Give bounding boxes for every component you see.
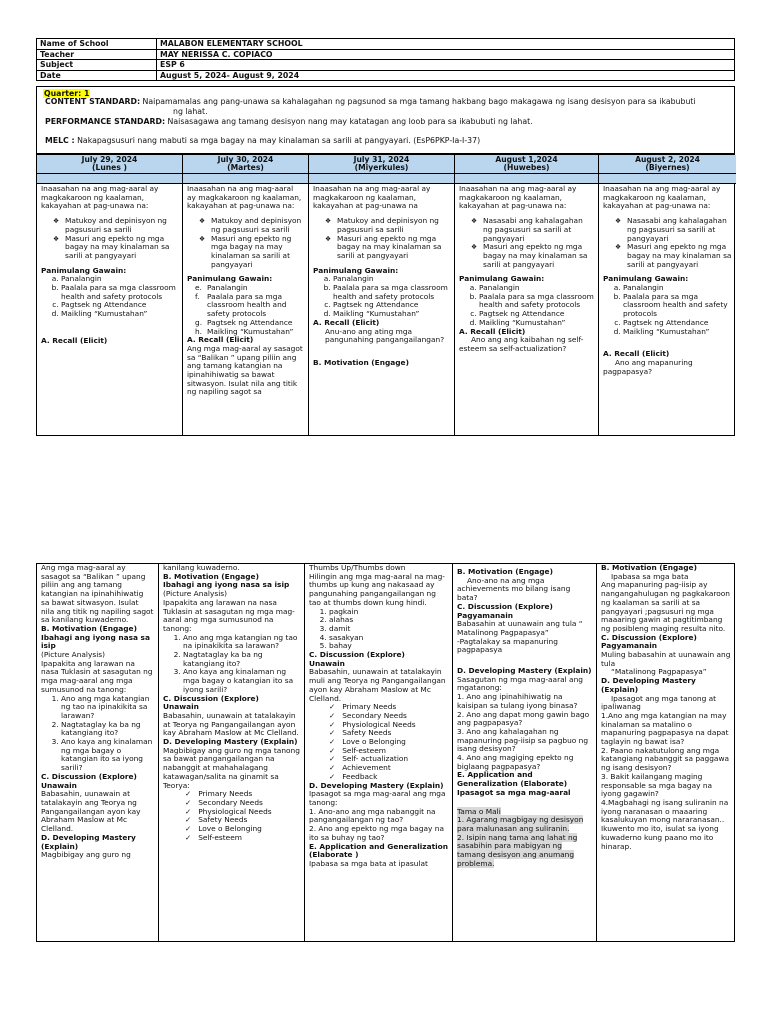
mastery-text: Ipasagot ang mga tanong at ipaliwanag (601, 693, 717, 712)
panimula-list: a. Panalangin b. Paalala para sa mga classroom health and safety protocols c. Pagtsek ng Attendance d. Maikling “Kumustahan” (61, 275, 178, 319)
mastery-question: 3. Ano ang kahalagahan ng mapanuring pag-iisip sa pagbuo ng isang desisyon? (457, 726, 589, 754)
lead-instructions: Hilingin ang mga mag-aaral na mag-thumbs up kung ang nakasaad ay pangunahing pangangailangan ng tao at thumbs down kung hindi. (309, 571, 445, 607)
picture-analysis: (Picture Analysis) (41, 650, 105, 660)
mastery-text: Magbibigay ang guro ng mga tanong sa bawat pangangailangan na nabanggit at mahahalagang katawagan/salita na ginamit sa Teorya: (163, 745, 300, 790)
mastery-question: 3. Bakit kailangang maging responsable sa mga bagay na iyong gagawin? (601, 771, 713, 799)
discussion-title: Unawain (163, 702, 199, 712)
day-column-friday-cont (597, 564, 736, 941)
mastery-heading: D. Developing Mastery (Explain) (163, 737, 298, 747)
mastery-question: 4. Ano ang magiging epekto ng biglaang pagpapasya? (457, 753, 574, 771)
mastery-question: 1. Ano-ano ang mga nabanggit na pangangailangan ng tao? (309, 806, 436, 825)
day-column-tuesday-cont (159, 564, 305, 941)
mastery-question: 4.Magbahagi ng isang suliranin na iyong naranasan o maaaring kasalukuyan mong nararanasan.. Ikuwento mo ito, isulat sa iyong kuwaderno kung paano mo ito hinarap. (601, 797, 729, 851)
discussion-text: Babasahin, uunawain at tatalakayin at Teorya ng Pangangailangan ayon kay Abraham Maslow at Mc Clelland. (163, 710, 299, 738)
info-row-subject (37, 60, 735, 71)
lead-text: Thumbs Up/Thumbs down (309, 563, 406, 572)
recall-heading: A. Recall (Elicit) (187, 335, 254, 345)
day-column-tuesday (183, 155, 309, 435)
info-value: MALABON ELEMENTARY SCHOOL (157, 39, 735, 50)
mastery-question: 2. Ano ang dapat mong gawin bago ang pagpapasya? (457, 709, 590, 728)
day-column-thursday-cont (453, 564, 597, 941)
discussion-text: Babasahin, uunawain at tatalakayin ang Teorya ng Pangangailangan ayon kay Abraham Maslow at Mc Clelland. (41, 789, 141, 834)
panimula-list: a. Panalangin b. Paalala para sa mga classroom health and safety protocols c. Pagtsek ng Attendance d. Maikling “Kumustahan” (333, 275, 450, 319)
day-column-monday-cont (37, 564, 159, 941)
application-heading: E. Application and Generalization (Elaborate ) (309, 841, 449, 860)
recall-heading: A. Recall (Elicit) (603, 349, 670, 359)
performance-standard-label: PERFORMANCE STANDARD: (45, 117, 166, 126)
day-header: July 29, 2024 (Lunes ) (37, 155, 182, 174)
objective-intro: Inaasahan na ang mag-aaral ay magkakaroon ng kaalaman, kakayahan at pag-unawa na: (187, 184, 302, 211)
tama-item: 2. Isipin nang tama ang lahat ng sasabihin para mabigyan ng tamang desisyon ang anumang problema. (457, 832, 578, 868)
info-row-date (37, 70, 735, 81)
thumbs-list: 1. pagkain 2. alahas 3. damit 4. sasakyan 5. bahay (329, 608, 448, 652)
picture-analysis: (Picture Analysis) (163, 589, 227, 599)
daily-plan-grid-bottom (36, 563, 735, 942)
mastery-heading: D. Developing Mastery (Explain) (41, 832, 136, 851)
mastery-question: 2. Paano nakatutulong ang mga katangiang nabanggit sa paggawa ng isang desisyon? (601, 745, 730, 773)
discussion-text-2: -Pagtalakay sa mapanuring pagpapasya (457, 636, 558, 655)
motivation-title: Ibahagi ang iyong nasa sa isip (41, 632, 150, 651)
discussion-title: Unawain (309, 658, 345, 668)
content-standard (45, 97, 696, 107)
mastery-text: Sasagutan ng mga mag-aaral ang mgatanong: (457, 674, 583, 693)
day-header: August 2, 2024 (Biyernes) (599, 155, 736, 174)
day-header: July 30, 2024 (Martes) (183, 155, 308, 174)
day-column-wednesday-cont (305, 564, 453, 941)
application-heading: E. Application and Generalization (Elaborate) (457, 770, 568, 789)
mastery-question: 1. Ano ang ipinahihiwatig na kaisipan sa tulang iyong binasa? (457, 692, 578, 710)
discussion-text: Babasahin, uunawain at tatalakayin muli ang Teorya ng Pangangailangan ayon kay Abraham Maslow at Mc Clelland. (309, 667, 446, 703)
standards-box (36, 86, 735, 154)
info-row-school (37, 39, 735, 50)
motivation-text: Ipabasa sa mga bata (611, 571, 689, 581)
recall-heading: A. Recall (Elicit) (313, 317, 380, 327)
needs-checklist: ✓ Primary Needs ✓ Secondary Needs ✓ Physiological Needs ✓ Safety Needs ✓ Love o Belonging ✓ Self-esteem ✓ Self- actualization ✓ Achievement ✓ Feedback (329, 703, 448, 781)
panimula-heading: Panimulang Gawain: (313, 265, 399, 275)
content-standard-cont: ng lahat. (173, 107, 208, 116)
motivation-heading: B. Motivation (Engage) (41, 623, 137, 633)
discussion-heading: C. Discussion (Explore) (601, 632, 697, 642)
recall-text: Ano ang mapanuring pagpapasya? (603, 357, 693, 376)
panimula-heading: Panimulang Gawain: (41, 265, 127, 275)
motivation-heading: B. Motivation (Engage) (601, 563, 697, 572)
recall-heading: A. Recall (Elicit) (459, 326, 526, 336)
recall-heading: A. Recall (Elicit) (41, 335, 108, 345)
objective-intro: Inaasahan na ang mag-aaral ay magkakaroon ng kaalaman, kakayahan at pag-unawa na (313, 184, 431, 211)
content-standard-label: CONTENT STANDARD: (45, 97, 141, 106)
objective-list: ❖ Matukoy and depinisyon ng pagsusuri sa sarili ❖ Masuri ang epekto ng mga bagay na may kinalaman sa sarili at pangyayari (325, 217, 450, 261)
motivation-heading: B. Motivation (Engage) (313, 357, 409, 367)
motivation-text: Ipapakita ang larawan na nasa Tuklasin at sasagutan ng mga mag-aaral ang mga sumusunod na tanong: (163, 597, 295, 633)
day-column-friday (599, 155, 736, 435)
school-info-table (36, 38, 735, 81)
day-column-wednesday (309, 155, 455, 435)
mastery-heading: D. Developing Mastery (Explain) (601, 676, 696, 694)
panimula-heading: Panimulang Gawain: (187, 274, 273, 284)
motivation-heading: B. Motivation (Engage) (457, 567, 553, 576)
recall-text: Ano ang ang kaibahan ng self-esteem sa self-actualization? (459, 335, 584, 353)
performance-standard (45, 117, 533, 127)
recall-text: Ang mga mag-aaral ay sasagot sa “Balikan ” upang piliin ang ang tamang katangian na ipinahihiwatig sa bawat sitwasyon. Isulat nila ang titik ng napiling sagot sa kanilang kuwaderno. (41, 563, 154, 625)
objective-list: ❖ Matukoy and depinisyon ng pagsusuri sa sarili ❖ Masuri ang epekto ng mga bagay na may kinalaman sa sarili at pangyayari (53, 217, 178, 261)
info-value: August 5, 2024- August 9, 2024 (157, 70, 735, 81)
info-label: Subject (37, 60, 157, 71)
panimula-list: a. Panalangin b. Paalala para sa mga classroom health and safety protocols c. Pagtsek ng Attendance d. Maikling “Kumustahan” (623, 284, 732, 336)
day-column-monday (37, 155, 183, 435)
info-label: Name of School (37, 39, 157, 50)
day-header: August 1,2024 (Huwebes) (455, 155, 598, 174)
motivation-title: Ibahagi ang iyong nasa sa isip (163, 580, 290, 590)
content-standard-text: Naipamamalas ang pang-unawa sa kahalagahan ng pagsunod sa mga tamang hakbang bago makagawa ng isang desisyon para sa ikabubuti (140, 97, 696, 106)
panimula-list: a. Panalangin b. Paalala para sa mga classroom health and safety protocols c. Pagtsek ng Attendance d. Maikling “Kumustahan” (479, 284, 594, 328)
mastery-question: 1.Ano ang mga katangian na may kinalaman sa matalino o mapanuring pagpapasya na dapat taglayin ng bawat isa? (601, 710, 729, 747)
melc-text: Nakapagsusuri nang mabuti sa mga bagay na may kinalaman sa sarili at pangyayari. (EsP6PKP-Ia-I-37) (74, 136, 481, 145)
performance-standard-text: Naisasagawa ang tamang desisyon nang may katatagan ang loob para sa ikabubuti ng lahat. (165, 117, 533, 126)
recall-text: Ang mga mag-aaral ay sasagot sa “Balikan ” upang piliin ang ang tamang katangian na ipinahihiwatig sa bawat sitwasyon. Isulat nila ang titik ng napiling sagot sa (187, 343, 303, 397)
mastery-heading: D. Developing Mastery (Explain) (457, 666, 592, 676)
discussion-heading: C. Discussion (Explore) (41, 771, 137, 781)
discussion-text: Muling babasahin at uunawain ang tula (601, 650, 731, 668)
info-row-teacher (37, 49, 735, 60)
objective-intro: Inaasahan na ang mag-aaral ay magkakaroon ng kaalaman, kakayahan at pag-unawa na: (603, 184, 721, 211)
mastery-heading: D. Developing Mastery (Explain) (309, 780, 444, 790)
day-header: July 31, 2024 (Miyerkules) (309, 155, 454, 174)
discussion-text: Babasahin at uunawain ang tula “ Matalinong Pagpapasya” (457, 619, 583, 637)
discussion-heading: C. Discussion (Explore) (163, 693, 259, 703)
mastery-text: Magbibigay ang guro ng (41, 850, 131, 860)
objective-intro: Inaasahan na ang mag-aaral ay magkakaroon ng kaalaman, kakayahan at pag-unawa na: (41, 184, 159, 211)
discussion-heading: C. Discussion (Explore) (309, 650, 405, 660)
lead-text: kanilang kuwaderno. (163, 563, 240, 572)
info-label: Teacher (37, 49, 157, 60)
objective-list: ❖ Nasasabi ang kahalagahan ng pagsusuri sa sarili at pangyayari ❖ Masuri ang epekto ng mga bagay na may kinalaman sa sarili at pangyayari (615, 217, 732, 269)
objective-list: ❖ Nasasabi ang kahalagahan ng pagsusuri sa sarili at pangyayari ❖ Masuri ang epekto ng mga bagay na may kinalaman sa sarili at pangyayari (471, 217, 594, 269)
discussion-title: Pagyamanain (601, 641, 658, 651)
panimula-heading: Panimulang Gawain: (603, 274, 689, 284)
tama-item: 1. Agarang magbigay ng desisyon para malunasan ang suliranin. (457, 815, 584, 833)
objective-intro: Inaasahan na ang mag-aaral ay magkakaroon ng kaalaman, kakayahan at pag-unawa na: (459, 184, 577, 211)
discussion-title: Unawain (41, 780, 77, 790)
panimula-heading: Panimulang Gawain: (459, 274, 545, 284)
melc (45, 136, 480, 146)
objective-list: ❖ Matukoy and depinisyon ng pagsusuri sa sarili ❖ Masuri ang epekto ng mga bagay na may kinalaman sa sarili at pangyayari (199, 217, 304, 269)
motivation-text: Ipapakita ang larawan na nasa Tuklasin at sasagutan ng mga mag-aaral ang mga sumusunod na tanong: (41, 658, 153, 694)
mastery-text: Ipasagot sa mga mag-aaral ang mga tanong: (309, 789, 446, 807)
discussion-title: Pagyamanain (457, 610, 514, 620)
mastery-question: 2. Ano ang epekto ng mga bagay na ito sa buhay ng tao? (309, 824, 444, 842)
info-value: ESP 6 (157, 60, 735, 71)
info-label: Date (37, 70, 157, 81)
needs-checklist: ✓ Primary Needs ✓ Secondary Needs ✓ Physiological Needs ✓ Safety Needs ✓ Love o Belonging ✓ Self-esteem (185, 790, 300, 842)
tama-o-mali-label: Tama o Mali (457, 806, 501, 816)
recall-text: Anu-ano ang ating mga pangunahing pangangailangan? (325, 326, 445, 345)
motivation-questions: 1. Ano ang mga katangian ng tao na ipinakikita sa larawan? 2. Nagtataglay ka ba ng katangiang ito? 3. Ano kaya ang kinalaman ng mga bagay o katangian ito sa iyong sarili? (183, 634, 300, 695)
info-value: MAY NERISSA C. COPIACO (157, 49, 735, 60)
motivation-text: Ano-ano na ang mga achievements mo bilang isang bata? (457, 575, 571, 603)
motivation-questions: 1. Ano ang mga katangian ng tao na ipinakikita sa larawan? 2. Nagtataglay ka ba ng katangiang ito? 3. Ano kaya ang kinalaman ng mga bagay o katangian ito sa iyong sarili? (61, 695, 154, 773)
panimula-list: e. Panalangin f. Paalala para sa mga classroom health and safety protocols g. Pagtsek ng Attendance h. Maikling “Kumustahan” (195, 283, 294, 336)
discussion-text-2: “Matalinong Pagpapasya” (611, 667, 707, 677)
application-title: Ipasagot sa mga mag-aaral (457, 787, 571, 797)
discussion-heading: C. Discussion (Explore) (457, 601, 553, 611)
motivation-heading: B. Motivation (Engage) (163, 571, 259, 581)
melc-label: MELC : (45, 136, 75, 145)
quarter-label: Quarter: 1 (44, 89, 90, 98)
application-text: Ipabasa sa mga bata at ipasulat (309, 858, 428, 868)
daily-plan-grid-top (36, 154, 735, 436)
day-column-thursday (455, 155, 599, 435)
motivation-text-2: Ang mapanuring pag-iisip ay nangangahulugan ng pagkakaroon ng kaalaman sa sarili at sa pangyayari ;pagsusuri ng mga maaaring gawin at pagtitimbang ng posibleng maging resulta nito. (601, 580, 730, 633)
